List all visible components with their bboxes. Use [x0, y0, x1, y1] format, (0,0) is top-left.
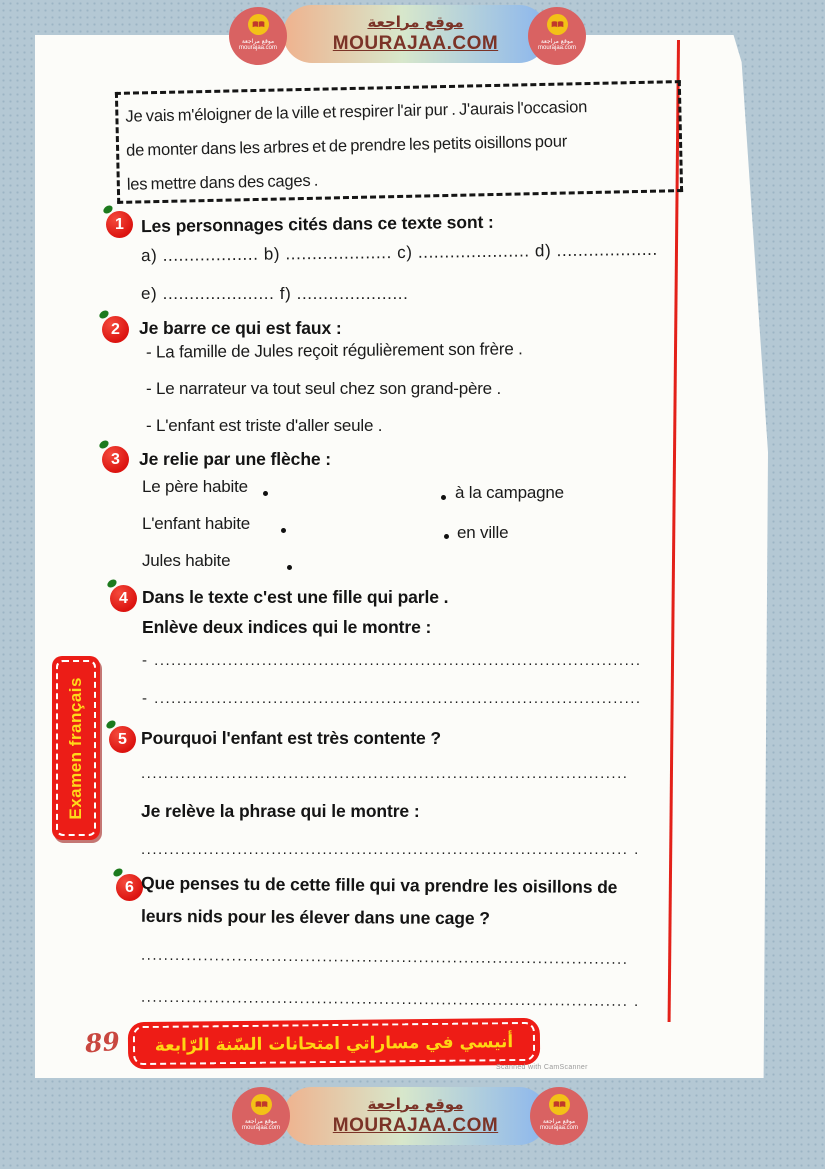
answer-line: - ...................................................................................... — [142, 690, 642, 707]
answer-line: ...................................................................................... . — [140, 988, 640, 1011]
scanner-credit: Scanned with CamScanner — [496, 1064, 588, 1071]
site-name-arabic: موقع مراجعة — [367, 1094, 464, 1113]
match-left-1: Le père habite — [142, 477, 248, 496]
question-3-badge — [102, 446, 129, 473]
question-2-title: Je barre ce qui est faux : — [139, 318, 342, 338]
question-6-badge — [116, 874, 143, 901]
question-4-subtitle: Enlève deux indices qui le montre : — [142, 617, 432, 637]
match-point-right-1 — [441, 495, 446, 500]
question-4-title: Dans le texte c'est une fille qui parle . — [142, 587, 449, 607]
open-book-icon — [251, 1094, 272, 1115]
question-2-number: 2 — [111, 321, 120, 338]
reading-text-box — [115, 80, 683, 204]
question-5-badge — [109, 726, 136, 753]
match-right-2: en ville — [457, 523, 509, 542]
match-left-3: Jules habite — [142, 551, 231, 570]
banner-dashed-border — [133, 1022, 535, 1065]
badge-domain-label: mourajaa.com — [537, 45, 576, 51]
question-3-number: 3 — [111, 451, 120, 468]
match-left-2: L'enfant habite — [142, 514, 251, 533]
question-1-badge — [106, 211, 133, 238]
reading-line-1: Je vais m'éloigner de la ville et respirer l'air pur . J'aurais l'occasion — [125, 98, 588, 126]
question-5-title: Pourquoi l'enfant est très contente ? — [141, 728, 441, 748]
site-logo-badge — [229, 7, 287, 65]
site-name-arabic: موقع مراجعة — [367, 12, 464, 31]
question-4-number: 4 — [119, 590, 128, 607]
question-1-title: Les personnages cités dans ce texte sont : — [140, 211, 494, 237]
badge-arabic-label: موقع مراجعة — [542, 1118, 576, 1125]
badge-domain-label: mourajaa.com — [539, 1125, 578, 1131]
question-6-number: 6 — [125, 879, 134, 896]
badge-domain-label: mourajaa.com — [241, 1125, 280, 1131]
question-2-item-3: - L'enfant est triste d'aller seule . — [146, 416, 383, 435]
site-logo-badge — [530, 1087, 588, 1145]
question-4-badge — [110, 585, 137, 612]
open-book-icon — [248, 14, 269, 35]
match-point-left-3 — [287, 565, 292, 570]
exam-subject-label: Examen français — [66, 676, 85, 820]
site-logo-badge — [528, 7, 586, 65]
exam-subject-tag — [52, 656, 100, 840]
question-3-title: Je relie par une flèche : — [139, 449, 332, 469]
question-2-item-2: - Le narrateur va tout seul chez son grand-père . — [146, 379, 501, 398]
match-right-1: à la campagne — [455, 483, 564, 502]
question-5-number: 5 — [118, 731, 127, 748]
answer-line: - ...................................................................................... — [142, 652, 642, 669]
question-6-title-line-1: Que penses tu de cette fille qui va prendre les oisillons de — [140, 872, 618, 898]
answer-line: ...................................................................................... — [140, 946, 629, 968]
question-5-subtitle: Je relève la phrase qui le montre : — [141, 801, 420, 821]
question-2-item-1: - La famille de Jules reçoit régulièrement son frère . — [145, 339, 523, 362]
answer-line: ...................................................................................... — [141, 765, 629, 782]
open-book-icon — [547, 14, 568, 35]
reading-line-2: de monter dans les arbres et de prendre les petits oisillons pour — [125, 132, 568, 160]
book-series-title: أنيسي في مساراتي امتحانات السّنة الرّابعة — [154, 1031, 514, 1056]
badge-domain-label: mourajaa.com — [238, 45, 277, 51]
match-point-right-2 — [444, 534, 449, 539]
badge-arabic-label: موقع مراجعة — [241, 38, 275, 45]
match-point-left-2 — [281, 528, 286, 533]
question-1-answer-ef: e) ..................... f) ..................... — [141, 284, 409, 303]
open-book-icon — [549, 1094, 570, 1115]
badge-arabic-label: موقع مراجعة — [540, 38, 574, 45]
badge-arabic-label: موقع مراجعة — [244, 1118, 278, 1125]
question-1-number: 1 — [115, 216, 124, 233]
site-domain: MOURAJAA.COM — [332, 32, 499, 54]
page-number: 89 — [83, 1026, 121, 1059]
question-6-title-line-2: leurs nids pour les élever dans une cage ? — [140, 905, 490, 929]
footer-site-pill — [283, 1087, 548, 1145]
site-domain: MOURAJAA.COM — [332, 1114, 499, 1136]
header-site-pill — [283, 5, 548, 63]
question-2-badge — [102, 316, 129, 343]
question-1-answer-abcd: a) .................. b) .................... c) ..................... d) ................... — [140, 239, 658, 266]
match-point-left-1 — [263, 491, 268, 496]
answer-line: ...................................................................................... . — [141, 841, 640, 858]
site-logo-badge — [232, 1087, 290, 1145]
book-series-banner — [128, 1018, 540, 1069]
reading-line-3: les mettre dans des cages . — [126, 171, 319, 194]
